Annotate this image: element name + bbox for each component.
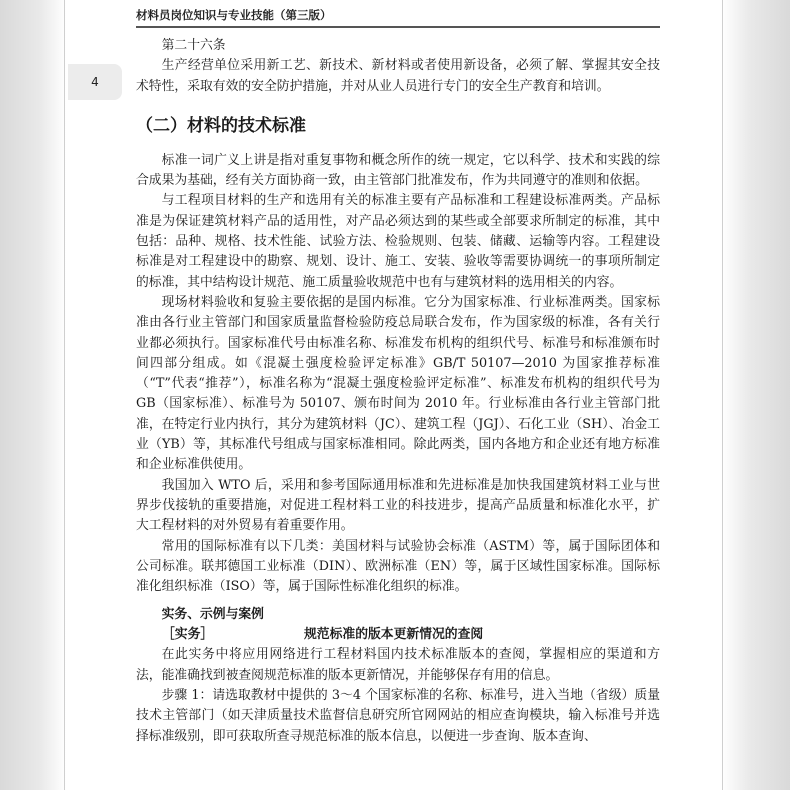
page-edge-right — [722, 0, 723, 790]
practice-heading: 实务、示例与案例 — [161, 607, 264, 623]
practice-title-line — [136, 625, 660, 645]
article-title: 第二十六条 — [161, 38, 226, 53]
section-paragraph-3: 现场材料验收和复验主要依据的是国内标准。它分为国家标准、行业标准两类。国家标准由各行业主管部门和国家质量监督检验防疫总局联合发布，作为国家级的标准，各有关行业都必须执行。国家标准代号由标准名称、标准发布机构的组织代号、标准号和标准颁布时间四部分组成。如《混凝土强度检验评定标准》GB/T 50107—2010 为国家推荐标准（“T”代表“推荐”），标准名称为“混凝土强度检验评定标准”、标准发布机构的组织代号为 GB（国家标准）、标准号为 50107、颁布时间为 2010 年。行业标准由各行业主管部门批准，在特定行业内执行，其分为建筑材料（JC）、建筑工程（JGJ）、石化工业（SH）、冶金工业（YB）等，其标准代号组成与国家标准相同。除此两类，国内各地方和企业还有地方标准和企业标准供使用。 — [136, 294, 660, 473]
page-content — [136, 36, 660, 747]
page-number: 4 — [91, 75, 99, 89]
section-paragraph-4: 我国加入 WTO 后，采用和参考国际通用标准和先进标准是加快我国建筑材料工业与世界步伐接轨的重要措施，对促进工程材料工业的科技进步，提高产品质量和标准化水平，扩大工程材料的对外贸易有着重要作用。 — [136, 477, 660, 534]
practice-paragraph-1: 在此实务中将应用网络进行工程材料国内技术标准版本的查阅，掌握相应的渠道和方法，能准确找到被查阅规范标准的版本更新情况，并能够保存有用的信息。 — [136, 647, 660, 683]
header-title: 材料员岗位知识与专业技能（第三版） — [136, 8, 332, 22]
page-number-tab — [68, 64, 122, 100]
practice-tag: ［实务］ — [162, 627, 214, 643]
article-text: 生产经营单位采用新工艺、新技术、新材料或者使用新设备，必须了解、掌握其安全技术特性，采取有效的安全防护措施，并对从业人员进行专门的安全生产教育和培训。 — [136, 58, 660, 94]
practice-paragraph-2: 步骤 1：请选取教材中提供的 3～4 个国家标准的名称、标准号，进入当地（省级）质量技术主管部门（如天津质量技术监督信息研究所官网网站的相应查询模块，输入标准号并选择标准级别，即可获取所查寻规范标准的版本信息，以便进一步查询、版本查询、 — [136, 688, 660, 744]
section-paragraph-2: 与工程项目材料的生产和选用有关的标准主要有产品标准和工程建设标准两类。产品标准是为保证建筑材料产品的适用性，对产品必须达到的某些或全部要求所制定的标准，其中包括：品种、规格、技术性能、试验方法、检验规则、包装、储藏、运输等内容。工程建设标准是对工程建设中的勘察、规划、设计、施工、安装、验收等需要协调统一的事项所制定的标准，其中结构设计规范、施工质量验收规范中也有与建筑材料的选用相关的内容。 — [136, 193, 660, 290]
page-edge-left — [64, 0, 65, 790]
practice-title: 规范标准的版本更新情况的查阅 — [304, 627, 484, 643]
section-title: （二）材料的技术标准 — [136, 115, 306, 136]
section-paragraph-1: 标准一词广义上讲是指对重复事物和概念所作的统一规定，它以科学、技术和实践的综合成果为基础，经有关方面协商一致，由主管部门批准发布，作为共同遵守的准则和依据。 — [136, 152, 660, 189]
running-header — [136, 6, 660, 28]
section-paragraph-5: 常用的国际标准有以下几类：美国材料与试验协会标准（ASTM）等，属于国际团体和公司标准。联邦德国工业标准（DIN）、欧洲标准（EN）等，属于区域性国家标准。国际标准化组织标准（ISO）等，属于国际性标准化组织的标准。 — [136, 538, 660, 595]
